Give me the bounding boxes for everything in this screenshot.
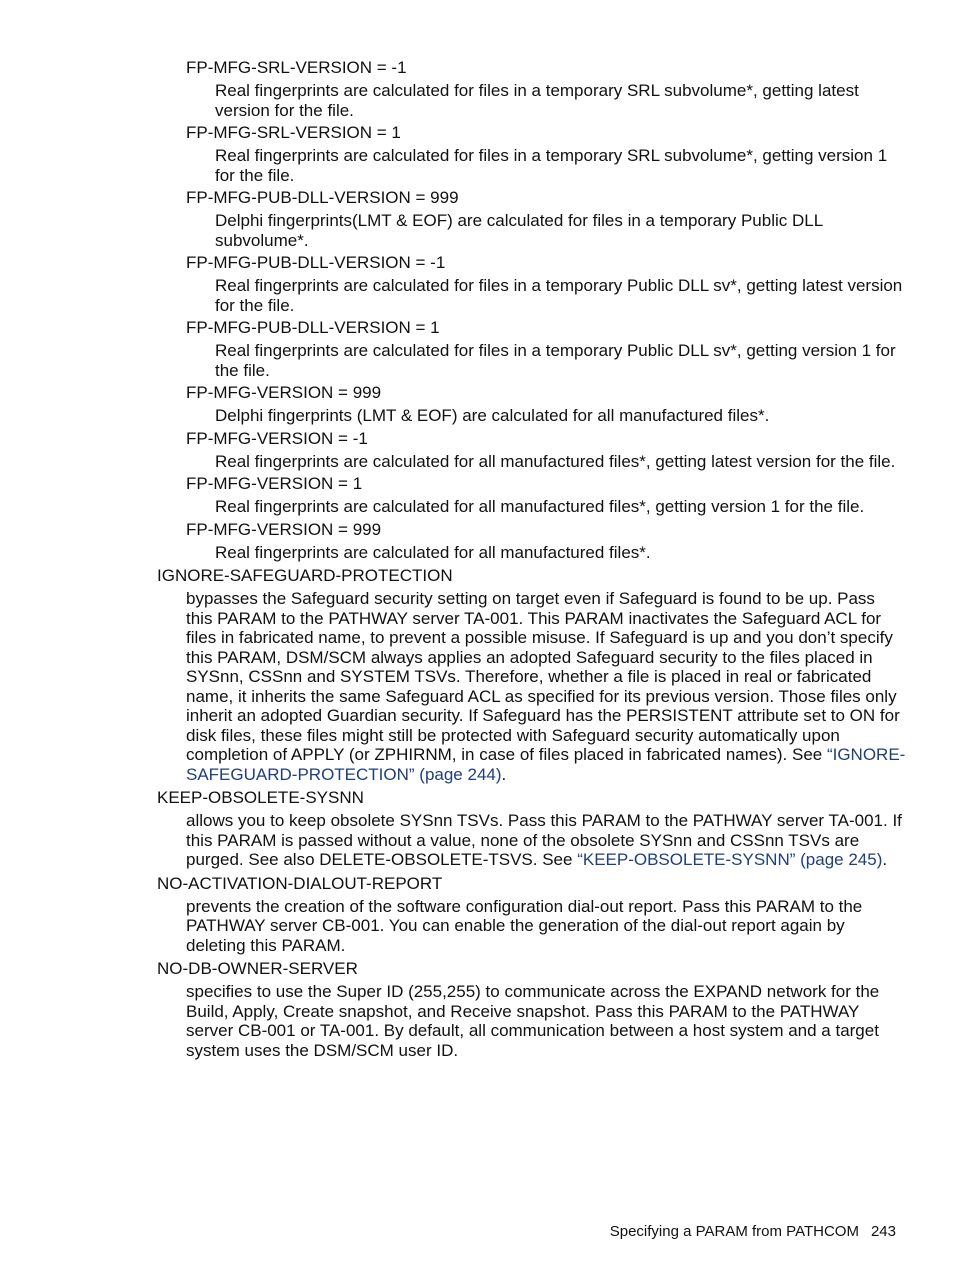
document-page — [0, 55, 954, 1063]
page-footer — [610, 1222, 896, 1242]
sub-entry — [0, 429, 954, 472]
param-value-description: Real fingerprints are calculated for files in a temporary SRL subvolume*, getting latest version for the file. — [215, 81, 859, 120]
param-entry-keep-obsolete-sysnn — [0, 788, 954, 870]
param-description-tail: . — [882, 850, 888, 869]
param-value-term: FP-MFG-VERSION = -1 — [186, 428, 368, 448]
cross-reference-link[interactable]: “IGNORE-SAFEGUARD-PROTECTION” (page 244) — [186, 745, 906, 784]
param-value-description: Real fingerprints are calculated for all manufactured files*, getting version 1 for the file. — [215, 497, 865, 516]
sub-entry — [0, 253, 954, 315]
param-value-term: FP-MFG-VERSION = 999 — [186, 519, 382, 539]
footer-section-title: Specifying a PARAM from PATHCOM — [609, 1223, 859, 1240]
param-description-text: prevents the creation of the software configuration dial-out report. Pass this PARAM to the PATHWAY server CB-001. You can enable the generation of the dial-out report again by deleting this PARAM. — [186, 896, 863, 955]
param-value-description: Real fingerprints are calculated for files in a temporary SRL subvolume*, getting version 1 for the file. — [215, 146, 888, 185]
sub-entry — [0, 474, 954, 517]
sub-entry — [0, 520, 954, 563]
param-value-term: FP-MFG-SRL-VERSION = 1 — [186, 123, 401, 142]
param-value-description: Real fingerprints are calculated for all manufactured files*, getting latest version for the file. — [215, 451, 896, 471]
sub-entry — [0, 123, 954, 185]
sub-entry — [0, 188, 954, 250]
param-entry-no-db-owner-server — [0, 959, 954, 1060]
param-entry-ignore-safeguard-protection — [0, 566, 954, 784]
param-description — [186, 589, 906, 784]
param-value-term: FP-MFG-PUB-DLL-VERSION = -1 — [186, 253, 446, 272]
cross-reference-link[interactable]: “KEEP-OBSOLETE-SYSNN” (page 245) — [577, 850, 883, 869]
param-description — [186, 982, 906, 1060]
param-description — [186, 897, 906, 956]
param-description-text: bypasses the Safeguard security setting on target even if Safeguard is found to be up. Pass this PARAM to the PATHWAY server TA-001. This PARAM inactivates the Safeguard ACL for files in fabricated name, to prevent a possible misuse. If Safeguard is up and you don’t specify this PARAM, DSM/SCM always applies an adopted Safeguard security to the files placed in SYSnn, CSSnn and SYSTEM TSVs. Therefore, whether a file is placed in real or fabricated name, it inherits the same Safeguard ACL as specified for its previous version. Those files only inherit an adopted Guardian security. If Safeguard has the PERSISTENT attribute set to ON for disk files, these files might still be protected with Safeguard security automatically upon completion of APPLY (or ZPHIRNM, in case of files placed in fabricated names). See — [186, 589, 900, 764]
param-value-term: FP-MFG-VERSION = 999 — [186, 383, 382, 402]
param-description — [186, 811, 906, 870]
param-value-description: Real fingerprints are calculated for files in a temporary Public DLL sv*, getting version 1 for the file. — [215, 341, 896, 380]
param-value-term: FP-MFG-PUB-DLL-VERSION = 1 — [186, 318, 440, 337]
param-value-description: Real fingerprints are calculated for files in a temporary Public DLL sv*, getting latest version for the file. — [215, 276, 903, 315]
param-value-term: FP-MFG-PUB-DLL-VERSION = 999 — [186, 188, 459, 207]
sub-entry — [0, 58, 954, 120]
param-value-description: Delphi fingerprints(LMT & EOF) are calculated for files in a temporary Public DLL subvolume*. — [215, 211, 823, 250]
param-description-text: allows you to keep obsolete SYSnn TSVs. Pass this PARAM to the PATHWAY server TA-001. If this PARAM is passed without a value, none of the obsolete SYSnn and CSSnn TSVs are purged. See also DELETE-OBSOLETE-TSVS. See — [186, 811, 902, 869]
param-value-term: FP-MFG-VERSION = 1 — [186, 474, 363, 493]
param-term: KEEP-OBSOLETE-SYSNN — [157, 788, 364, 807]
param-value-description: Delphi fingerprints (LMT & EOF) are calculated for all manufactured files*. — [215, 406, 770, 425]
param-value-description: Real fingerprints are calculated for all manufactured files*. — [215, 542, 651, 562]
sub-entry — [0, 318, 954, 380]
param-description-text: specifies to use the Super ID (255,255) to communicate across the EXPAND network for the Build, Apply, Create snapshot, and Receive snapshot. Pass this PARAM to the PATHWAY server CB-001 or TA-001. By default, all communication between a host system and a target system uses the DSM/SCM user ID. — [186, 982, 880, 1060]
param-value-term: FP-MFG-SRL-VERSION = -1 — [186, 58, 407, 77]
param-term: NO-DB-OWNER-SERVER — [157, 959, 358, 978]
page-number: 243 — [870, 1223, 896, 1240]
param-entry-no-activation-dialout-report — [0, 874, 954, 956]
param-term: NO-ACTIVATION-DIALOUT-REPORT — [157, 873, 443, 893]
param-term: IGNORE-SAFEGUARD-PROTECTION — [157, 566, 453, 585]
param-description-tail: . — [501, 764, 507, 784]
sub-entry — [0, 383, 954, 426]
